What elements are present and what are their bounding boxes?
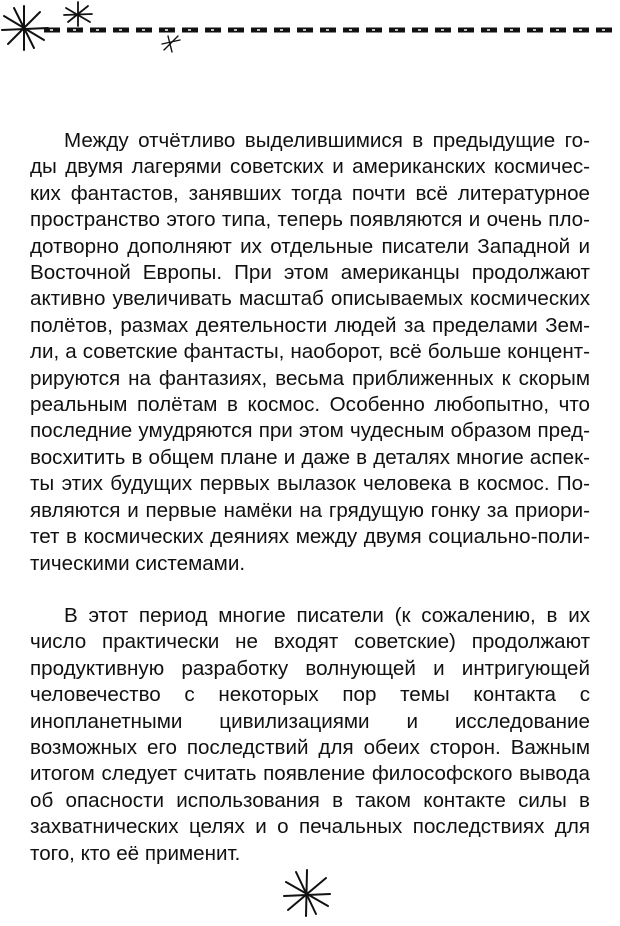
small-star-icon	[64, 2, 92, 26]
article-body	[30, 128, 590, 867]
header-ornament	[0, 0, 620, 60]
star-icon	[2, 6, 48, 50]
footer-ornament	[282, 868, 332, 918]
paragraph: Между отчётливо выделившимися в предыдущие годы двумя лагерями советских и американских космических фантастов, занявших тогда почти всё литературное пространство этого типа, теперь появляются и очень плодотворно дополняют их отдельные писатели Западной и Восточной Европы. При этом американцы продолжают активно увеличивать масштаб описываемых космических полётов, размах деятельности людей за пределами Земли, а советские фантасты, наоборот, всё больше концентрируются на фантазиях, весьма приближенных к скорым реальным полётам в космос. Особенно любопытно, что последние умудряются при этом чудесным образом предвосхитить в общем плане и даже в деталях многие аспекты этих будущих первых вылазок человека в космос. Появляются и первые намёки на грядущую гонку за приоритет в космических деяниях между двумя социально-политическими системами.	[30, 129, 590, 575]
tiny-star-icon	[162, 36, 180, 52]
star-icon	[284, 870, 330, 916]
paragraph: В этот период многие писатели (к сожалению, в их число практически не входят советские) продолжают продуктивную разработку волнующей и интригующей человечество с некоторых пор темы контакта с инопланетными цивилизациями и исследование возможных его последствий для обеих сторон. Важным итогом следует считать появление философского вывода об опасности использования в таком контакте силы в захватнических целях и о печальных последствиях для того, кто её применит.	[30, 603, 590, 865]
